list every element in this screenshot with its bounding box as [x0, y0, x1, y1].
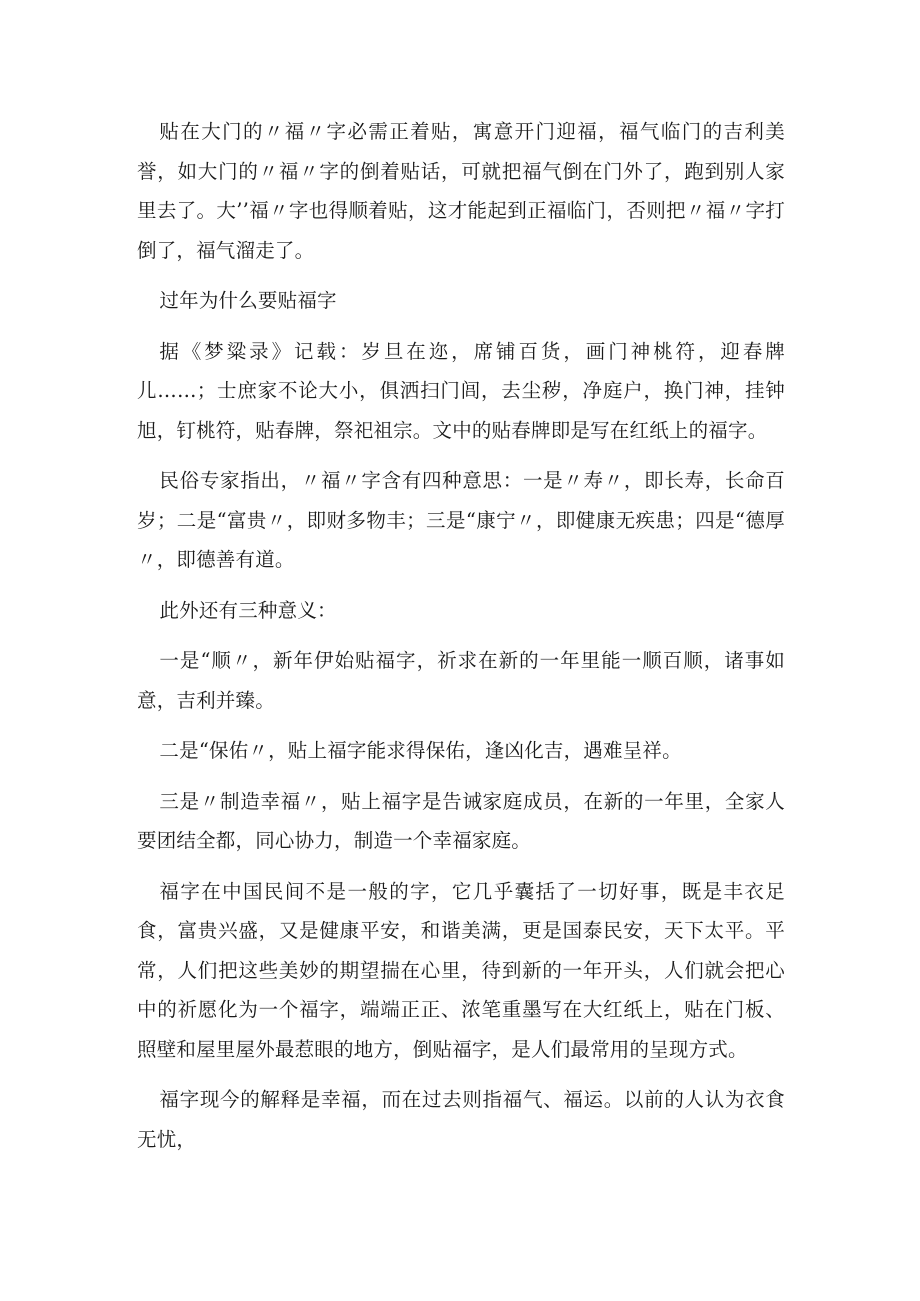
- section-heading: 过年为什么要贴福字: [159, 289, 337, 312]
- paragraph-8: 福字在中国民间不是一般的字，它几乎囊括了一切好事，既是丰衣足食，富贵兴盛，又是健康平安，和谐美满，更是国泰民安，天下太平。平常，人们把这些美妙的期望揣在心里，待到新的一年开头，人们就会把心中的祈愿化为一个福字，端端正正、浓笔重墨写在大红纸上，贴在门板、照壁和屋里屋外最惹眼的地方，倒贴福字，是人们最常用的呈现方式。: [137, 879, 785, 1061]
- paragraph-3: 民俗专家指出，〃福〃字含有四种意思：一是〃寿〃，即长寿，长命百岁；二是“富贵〃，即财多物丰；三是“康宁〃，即健康无疾患；四是“德厚〃，即德善有道。: [137, 469, 785, 571]
- paragraph-4: 此外还有三种意义：: [159, 598, 337, 622]
- paragraph-9: 福字现今的解释是幸福，而在过去则指福气、福运。以前的人认为衣食无忧，: [137, 1088, 785, 1151]
- paragraph-2: 据《梦粱录》记载：岁旦在迩，席铺百货，画门神桃符，迎春牌儿……；士庶家不论大小，俱洒扫门闾，去尘秽，净庭户，换门神，挂钟旭，钉桃符，贴春牌，祭祀祖宗。文中的贴春牌即是写在红纸上的福字。: [137, 339, 785, 442]
- paragraph-5: 一是“顺〃，新年伊始贴福字，祈求在新的一年里能一顺百顺，诸事如意，吉利并臻。: [137, 649, 785, 712]
- paragraph-6: 二是“保佑〃，贴上福字能求得保佑，逢凶化吉，遇难呈祥。: [159, 739, 682, 762]
- paragraph-7: 三是〃制造幸福〃，贴上福字是告诫家庭成员，在新的一年里，全家人要团结全都，同心协力，制造一个幸福家庭。: [137, 789, 785, 852]
- document-body: [137, 112, 785, 1170]
- paragraph-1: 贴在大门的〃福〃字必需正着贴，寓意开门迎福，福气临门的吉利美誉，如大门的〃福〃字的倒着贴话，可就把福气倒在门外了，跑到别人家里去了。大’’福〃字也得顺着贴，这才能起到正福临门，否则把〃福〃字打倒了，福气溜走了。: [137, 120, 785, 262]
